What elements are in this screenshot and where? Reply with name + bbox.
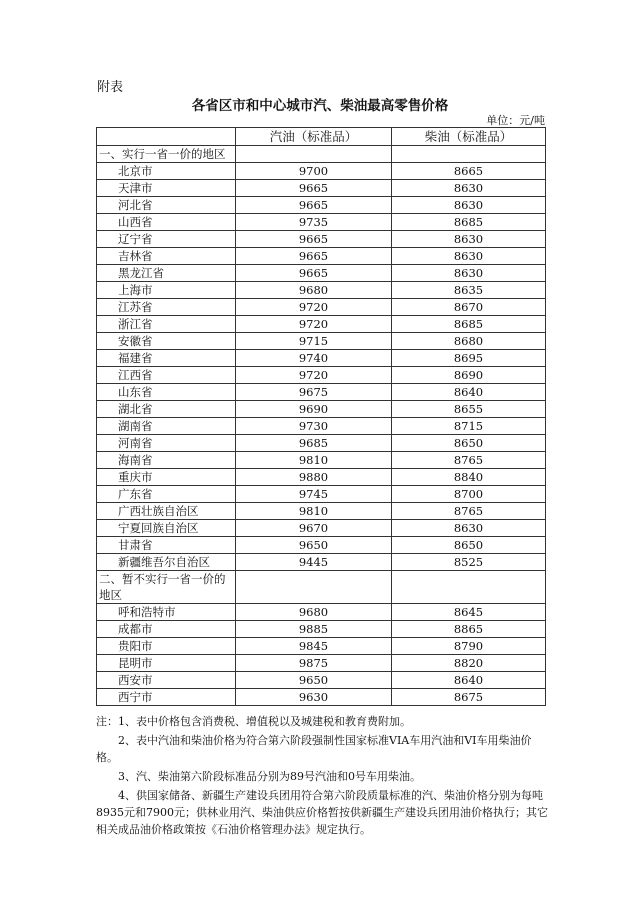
diesel-price: 8650 (392, 537, 546, 554)
diesel-price: 8680 (392, 333, 546, 350)
table-row (97, 214, 546, 231)
table-row (97, 418, 546, 435)
header-diesel: 柴油（标准品） (392, 128, 546, 146)
table-row (97, 469, 546, 486)
region-name: 西宁市 (97, 689, 236, 706)
table-row (97, 401, 546, 418)
diesel-price: 8630 (392, 520, 546, 537)
diesel-price: 8690 (392, 367, 546, 384)
gasoline-price: 9720 (236, 299, 392, 316)
table-row (97, 265, 546, 282)
table-header-row (97, 128, 546, 146)
gasoline-price: 9650 (236, 537, 392, 554)
table-row (97, 689, 546, 706)
region-name: 福建省 (97, 350, 236, 367)
diesel-price: 8695 (392, 350, 546, 367)
table-row (97, 350, 546, 367)
gasoline-price: 9665 (236, 265, 392, 282)
gasoline-price: 9740 (236, 350, 392, 367)
region-name: 吉林省 (97, 248, 236, 265)
diesel-price: 8685 (392, 214, 546, 231)
table-row (97, 333, 546, 350)
header-gasoline: 汽油（标准品） (236, 128, 392, 146)
gasoline-price: 9715 (236, 333, 392, 350)
gasoline-price: 9720 (236, 316, 392, 333)
table-row (97, 248, 546, 265)
diesel-price: 8630 (392, 197, 546, 214)
diesel-price: 8645 (392, 604, 546, 621)
table-row (97, 503, 546, 520)
diesel-price: 8630 (392, 265, 546, 282)
diesel-price: 8655 (392, 401, 546, 418)
gasoline-price: 9745 (236, 486, 392, 503)
table-row (97, 435, 546, 452)
table-row (97, 180, 546, 197)
region-name: 重庆市 (97, 469, 236, 486)
region-name: 天津市 (97, 180, 236, 197)
gasoline-price: 9845 (236, 638, 392, 655)
diesel-price: 8640 (392, 672, 546, 689)
region-name: 山西省 (97, 214, 236, 231)
empty-cell (236, 571, 392, 604)
region-name: 上海市 (97, 282, 236, 299)
region-name: 江苏省 (97, 299, 236, 316)
diesel-price: 8820 (392, 655, 546, 672)
gasoline-price: 9885 (236, 621, 392, 638)
region-name: 贵阳市 (97, 638, 236, 655)
region-name: 湖南省 (97, 418, 236, 435)
empty-cell (392, 571, 546, 604)
table-row (97, 163, 546, 180)
table-row (97, 316, 546, 333)
diesel-price: 8640 (392, 384, 546, 401)
region-name: 浙江省 (97, 316, 236, 333)
appendix-label: 附表 (97, 80, 124, 95)
region-name: 宁夏回族自治区 (97, 520, 236, 537)
notes (96, 713, 548, 840)
gasoline-price: 9690 (236, 401, 392, 418)
region-name: 黑龙江省 (97, 265, 236, 282)
unit-label: 单位：元/吨 (486, 114, 545, 127)
table-row (97, 367, 546, 384)
gasoline-price: 9630 (236, 689, 392, 706)
table-row (97, 537, 546, 554)
table-row (97, 486, 546, 503)
note-1: 注：1、表中价格包含消费税、增值税以及城建税和教育费附加。 (96, 715, 411, 728)
gasoline-price: 9880 (236, 469, 392, 486)
gasoline-price: 9670 (236, 520, 392, 537)
gasoline-price: 9810 (236, 503, 392, 520)
table-row (97, 604, 546, 621)
region-name: 西安市 (97, 672, 236, 689)
region-name: 广西壮族自治区 (97, 503, 236, 520)
region-name: 昆明市 (97, 655, 236, 672)
diesel-price: 8790 (392, 638, 546, 655)
diesel-price: 8630 (392, 248, 546, 265)
diesel-price: 8630 (392, 180, 546, 197)
gasoline-price: 9700 (236, 163, 392, 180)
region-name: 辽宁省 (97, 231, 236, 248)
table-row (97, 384, 546, 401)
header-region (97, 128, 236, 146)
diesel-price: 8525 (392, 554, 546, 571)
gasoline-price: 9665 (236, 248, 392, 265)
region-name: 新疆维吾尔自治区 (97, 554, 236, 571)
table-row (97, 554, 546, 571)
gasoline-price: 9720 (236, 367, 392, 384)
gasoline-price: 9810 (236, 452, 392, 469)
table-row (97, 672, 546, 689)
table-row (97, 520, 546, 537)
region-name: 呼和浩特市 (97, 604, 236, 621)
region-name: 广东省 (97, 486, 236, 503)
diesel-price: 8670 (392, 299, 546, 316)
diesel-price: 8765 (392, 452, 546, 469)
region-name: 安徽省 (97, 333, 236, 350)
gasoline-price: 9685 (236, 435, 392, 452)
region-name: 山东省 (97, 384, 236, 401)
gasoline-price: 9875 (236, 655, 392, 672)
gasoline-price: 9445 (236, 554, 392, 571)
diesel-price: 8685 (392, 316, 546, 333)
diesel-price: 8700 (392, 486, 546, 503)
page-title: 各省区市和中心城市汽、柴油最高零售价格 (191, 98, 449, 114)
diesel-price: 8840 (392, 469, 546, 486)
price-table (96, 127, 546, 706)
gasoline-price: 9680 (236, 282, 392, 299)
table-row (97, 655, 546, 672)
diesel-price: 8715 (392, 418, 546, 435)
table-row (97, 197, 546, 214)
section-title: 一、实行一省一价的地区 (97, 146, 236, 163)
table-row (97, 452, 546, 469)
table-row (97, 282, 546, 299)
region-name: 江西省 (97, 367, 236, 384)
region-name: 海南省 (97, 452, 236, 469)
note-2: 2、表中汽油和柴油价格为符合第六阶段强制性国家标准VIA车用汽油和VI车用柴油价格。 (96, 734, 532, 764)
section-row (97, 146, 546, 163)
gasoline-price: 9665 (236, 180, 392, 197)
table-row (97, 231, 546, 248)
section-row (97, 571, 546, 604)
region-name: 北京市 (97, 163, 236, 180)
gasoline-price: 9665 (236, 197, 392, 214)
diesel-price: 8635 (392, 282, 546, 299)
diesel-price: 8650 (392, 435, 546, 452)
gasoline-price: 9675 (236, 384, 392, 401)
diesel-price: 8665 (392, 163, 546, 180)
region-name: 河北省 (97, 197, 236, 214)
gasoline-price: 9665 (236, 231, 392, 248)
table-row (97, 299, 546, 316)
region-name: 甘肃省 (97, 537, 236, 554)
empty-cell (392, 146, 546, 163)
gasoline-price: 9735 (236, 214, 392, 231)
note-3: 3、汽、柴油第六阶段标准品分别为89号汽油和0号车用柴油。 (118, 770, 421, 783)
gasoline-price: 9680 (236, 604, 392, 621)
table-row (97, 621, 546, 638)
empty-cell (236, 146, 392, 163)
gasoline-price: 9730 (236, 418, 392, 435)
table-body (97, 146, 546, 706)
region-name: 成都市 (97, 621, 236, 638)
diesel-price: 8865 (392, 621, 546, 638)
region-name: 湖北省 (97, 401, 236, 418)
gasoline-price: 9650 (236, 672, 392, 689)
diesel-price: 8765 (392, 503, 546, 520)
diesel-price: 8630 (392, 231, 546, 248)
section-title: 二、暂不实行一省一价的地区 (97, 571, 236, 604)
note-4: 4、供国家储备、新疆生产建设兵团用符合第六阶段质量标准的汽、柴油价格分别为每吨8935元和7900元；供林业用汽、柴油供应价格暂按供新疆生产建设兵团用油价格执行；其它相关成品油价格政策按《石油价格管理办法》规定执行。 (96, 789, 548, 836)
diesel-price: 8675 (392, 689, 546, 706)
region-name: 河南省 (97, 435, 236, 452)
table-row (97, 638, 546, 655)
